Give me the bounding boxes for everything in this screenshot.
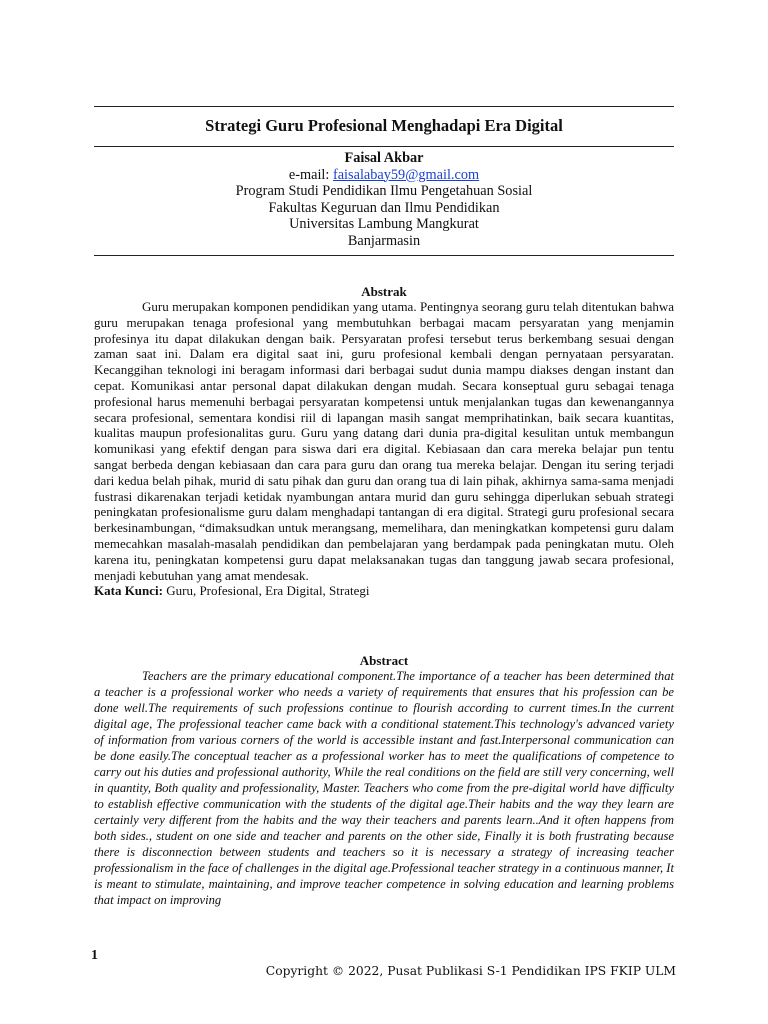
keywords-label: Kata Kunci:: [94, 583, 163, 599]
title-rule: [94, 146, 674, 147]
affiliation-program: Program Studi Pendidikan Ilmu Pengetahuan Sosial: [235, 183, 533, 200]
affiliation-faculty: Fakultas Keguruan dan Ilmu Pendidikan: [268, 199, 500, 216]
author-email-link[interactable]: faisalabay59@gmail.com: [332, 166, 480, 183]
abstract-heading: Abstract: [359, 653, 409, 668]
keywords-value: Guru, Profesional, Era Digital, Strategi: [162, 583, 370, 599]
author-block: [94, 150, 674, 250]
abstrak-heading: Abstrak: [361, 284, 407, 299]
keywords-line: [94, 583, 674, 599]
abstract-body: Teachers are the primary educational component.The importance of a teacher has been determined that a teacher is a professional worker who needs a variety of requirements that ensures that his profession can be done well.The requirements of such professions continue to flourish according to current times.In the current digital age, The professional teacher came back with a conditional statement.This technology's advanced variety of information from various corners of the world is accessible instant and fast.Interpersonal communication can be done easily.The conceptual teacher as a professional worker has to meet the qualifications of competence to carry out his duties and professional authority, While the real conditions on the field are still very concerning, well in quantity, Both quality and professionality, Master. Teachers who come from the pre-digital world have difficulty to establish effective communication with the students of the digital age.Their habits and the way they learn are certainly very different from the habits and the way their teachers and parents learn..And it often happens from both sides., student on one side and teacher and parents on the other side, Finally it is both frustrating because there is disconnection between students and teachers so it is necessary a strategy of increasing teacher professionalism in the face of challenges in the digital age.Professional teacher strategy in a continuous manner, It is meant to stimulate, maintaining, and improve teacher competence in solving education and learning problems that impact on improving: [94, 669, 674, 907]
page-number: 1: [91, 948, 98, 963]
paper-title: Strategi Guru Profesional Menghadapi Era Digital: [205, 116, 563, 135]
abstrak-body: Guru merupakan komponen pendidikan yang utama. Pentingnya seorang guru telah ditentukan bahwa guru merupakan tenaga profesional yang membutuhkan berbagai macam persyaratan yang menjamin profesinya itu dapat dilakukan dengan baik. Persyaratan profesi tersebut terus berkembang sesuai dengan zaman saat ini. Dalam era digital saat ini, guru profesional kembali dengan pernyataan persyaratan. Kecanggihan teknologi ini beragam informasi dari berbagai sudut dunia mampu diakses dengan instant dan cepat. Komunikasi antar personal dapat dilakukan dengan mudah. Secara konseptual guru sebagai tenaga profesional harus memenuhi berbagai persyaratan kompetensi untuk menjalankan tugas dan kewenangannya secara profesional, sementara kondisi riil di lapangan masih sangat memprihatinkan, baik secara kuantitas, kualitas maupun profesionalitas guru. Guru yang datang dari dunia pra-digital kesulitan untuk membangun komunikasi yang efektif dengan para siswa dari era digital. Kebiasaan dan cara mereka belajar pun tentu sangat berbeda dengan kebiasaan dan cara para guru dan orang tua mereka belajar. Dengan itu sering terjadi dari kedua belah pihak, murid di satu pihak dan guru dan orang tua di lain pihak, akhirnya sama-sama menjadi fustrasi dikarenakan terjadi ketidak nyambungan antara murid dan guru sehingga diperlukan sebuah strategi peningkatan profesionalisme guru dalam menghadapi tantangan di era digital. Strategi guru profesional secara berkesinambungan, “dimaksudkan untuk merangsang, memelihara, dan meningkatkan kompetensi guru dalam memecahkan masalah-masalah pendidikan dan pembelajaran yang berdampak pada peningkatan mutu. Oleh karena itu, peningkatan kompetensi guru dapat melaksanakan tugas dan tanggung jawab secara profesional, menjadi kebutuhan yang amat mendesak.: [94, 299, 674, 583]
top-rule: [94, 106, 674, 107]
affiliation-city: Banjarmasin: [347, 232, 421, 249]
author-name: Faisal Akbar: [344, 150, 424, 166]
author-email-line: [94, 167, 674, 184]
abstrak-section: [94, 299, 674, 599]
author-rule: [94, 255, 674, 256]
abstract-section: [94, 668, 674, 908]
email-prefix: e-mail:: [288, 166, 333, 183]
affiliation-university: Universitas Lambung Mangkurat: [289, 216, 479, 233]
copyright-footer: Copyright © 2022, Pusat Publikasi S-1 Pendidikan IPS FKIP ULM: [265, 964, 676, 978]
